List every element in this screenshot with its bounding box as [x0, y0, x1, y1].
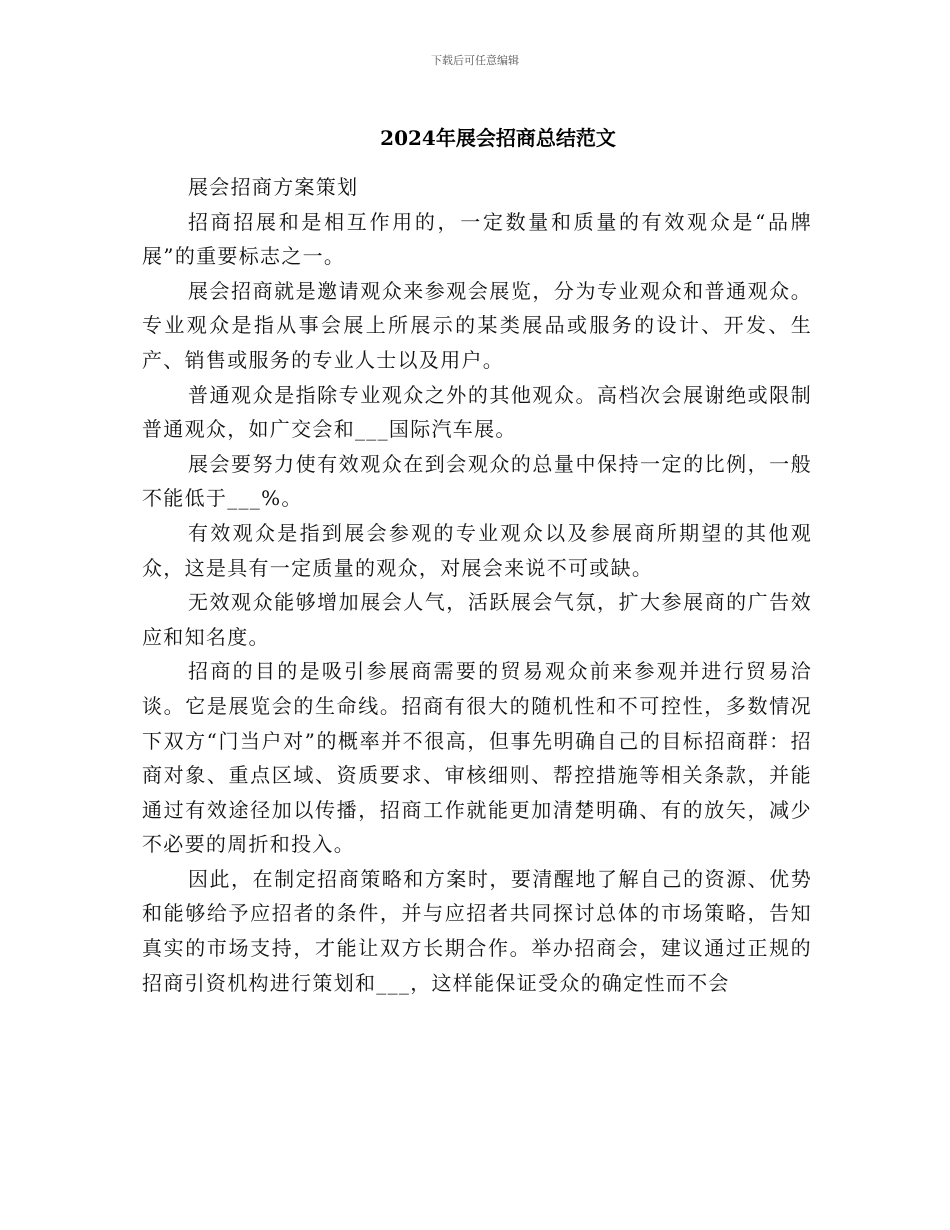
paragraph: 招商的目的是吸引参展商需要的贸易观众前来参观并进行贸易洽谈。它是展览会的生命线。招商有很大的随机性和不可控性，多数情况下双方“门当户对”的概率并不很高，但事先明确自己的目标招商群：招商对象、重点区域、资质要求、审核细则、帮控措施等相关条款，并能通过有效途径加以传播，招商工作就能更加清楚明确、有的放矢，减少不必要的周折和投入。: [142, 659, 812, 857]
paragraph: 招商招展和是相互作用的，一定数量和质量的有效观众是“品牌展”的重要标志之一。: [142, 209, 812, 269]
paragraph: 普通观众是指除专业观众之外的其他观众。高档次会展谢绝或限制普通观众，如广交会和___国际汽车展。: [142, 382, 812, 442]
document-title: 2024年展会招商总结范文: [380, 126, 616, 150]
paragraph: 无效观众能够增加展会人气，活跃展会气氛，扩大参展商的广告效应和知名度。: [142, 590, 812, 649]
header-note: 下载后可任意编辑: [431, 54, 519, 67]
paragraph-section-heading: 展会招商方案策划: [188, 175, 359, 199]
document-body: [142, 170, 812, 1000]
paragraph: 因此，在制定招商策略和方案时，要清醒地了解自己的资源、优势和能够给予应招者的条件，并与应招者共同探讨总体的市场策略，告知真实的市场支持，才能让双方长期合作。举办招商会，建议通过正规的招商引资机构进行策划和___，这样能保证受众的确定性而不会: [142, 866, 812, 995]
paragraph: 展会要努力使有效观众在到会观众的总量中保持一定的比例，一般不能低于___%。: [142, 451, 812, 511]
paragraph: 展会招商就是邀请观众来参观会展览，分为专业观众和普通观众。专业观众是指从事会展上所展示的某类展品或服务的设计、开发、生产、销售或服务的专业人士以及用户。: [142, 278, 812, 372]
paragraph: 有效观众是指到展会参观的专业观众以及参展商所期望的其他观众，这是具有一定质量的观众，对展会来说不可或缺。: [142, 520, 812, 580]
